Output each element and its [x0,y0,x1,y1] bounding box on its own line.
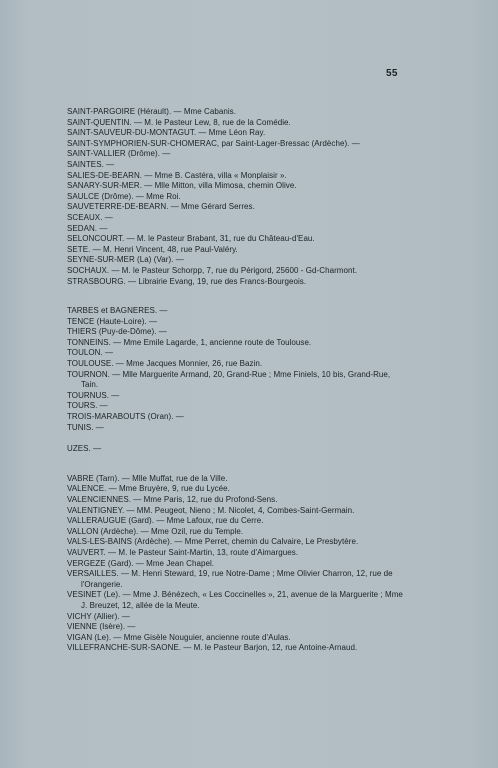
directory-entry: VABRE (Tarn). — Mlle Muffat, rue de la Ville. [67,473,228,483]
directory-entry: TOURNUS. — [67,390,120,400]
directory-entry: VERSAILLES. — M. Henri Steward, 19, rue Notre-Dame ; Mme Olivier Charron, 12, rue de l'Orangerie. [67,569,393,589]
section-spacer [67,433,405,444]
directory-entry: VAUVERT. — M. le Pasteur Saint-Martin, 13, route d'Aimargues. [67,547,299,557]
directory-entry: SAINT-QUENTIN. — M. le Pasteur Lew, 8, rue de la Comédie. [67,117,291,127]
directory-entry: TROIS-MARABOUTS (Oran). — [67,412,184,422]
directory-entry: VALLON (Ardèche). — Mme Ozil, rue du Temple. [67,526,244,536]
directory-entry: VALENCIENNES. — Mme Paris, 12, rue du Profond-Sens. [67,495,278,504]
directory-entry: SAUVETERRE-DE-BEARN. — Mme Gérard Serres. [67,202,255,212]
directory-entry: TARBES et BAGNERES. — [67,306,168,316]
section-s [67,107,405,287]
directory-entry: SEDAN. — [67,223,108,233]
directory-entry: SEYNE-SUR-MER (La) (Var). — [67,255,184,265]
directory-entry: TONNEINS. — Mme Emile Lagarde, 1, ancienne route de Toulouse. [67,337,312,347]
directory-entry: SELONCOURT. — M. le Pasteur Brabant, 31, rue du Château-d'Eau. [67,234,315,244]
directory-entry: SANARY-SUR-MER. — Mlle Mitton, villa Mimosa, chemin Olive. [67,181,297,191]
directory-entry: SAINT-SYMPHORIEN-SUR-CHOMERAC, par Saint-Lager-Bressac (Ardèche). — [67,138,360,148]
directory-entry: STRASBOURG. — Librairie Evang, 19, rue des Francs-Bourgeois. [67,276,307,286]
directory-entry: SAINT-SAUVEUR-DU-MONTAGUT. — Mme Léon Ray. [67,128,266,138]
directory-entry: SAINTES. — [67,159,115,169]
section-u [67,444,405,455]
directory-entry: VESINET (Le). — Mme J. Bénézech, « Les Coccinelles », 21, avenue de la Marguerite ; Mme J. Breuzet, 12, allée de la Meute. [67,590,403,610]
directory-entry: VIENNE (Isère). — [67,622,136,632]
section-t [67,306,405,433]
section-spacer [67,455,405,474]
directory-entry: SOCHAUX. — M. le Pasteur Schorpp, 7, rue du Périgord, 25600 - Gd-Charmont. [67,265,358,275]
directory-entry: SETE. — M. Henri Vincent, 48, rue Paul-Valéry. [67,244,238,254]
directory-entry: VALENCE. — Mme Bruyère, 9, rue du Lycée. [67,484,230,494]
page-number: 55 [386,68,398,79]
directory-entry: SAINT-VALLIER (Drôme). — [67,149,171,159]
directory-entry: UZES. — [67,444,102,454]
directory-entry: VIGAN (Le). — Mme Gisèle Nouguier, ancienne route d'Aulas. [67,632,291,642]
directory-entry: THIERS (Puy-de-Dôme). — [67,327,167,337]
directory-entry: SAULCE (Drôme). — Mme Roi. [67,191,181,201]
directory-entry: TOURS. — [67,401,108,411]
directory-entry: SAINT-PARGOIRE (Hérault). — Mme Cabanis. [67,107,236,116]
directory-entry: VERGEZE (Gard). — Mme Jean Chapel. [67,558,215,568]
directory-entry: VALS-LES-BAINS (Ardèche). — Mme Perret, chemin du Calvaire, Le Presbytère. [67,537,359,547]
directory-entry: SALIES-DE-BEARN. — Mme B. Castéra, villa « Monplaisir ». [67,170,287,180]
directory-entry: TENCE (Haute-Loire). — [67,316,158,326]
directory-entry: VICHY (Allier). — [67,611,130,621]
section-v [67,474,405,654]
directory-entry: TUNIS. — [67,422,104,432]
directory-entry: TOURNON. — Mlle Marguerite Armand, 20, Grand-Rue ; Mme Finiels, 10 bis, Grand-Rue, Tain. [67,369,391,390]
directory-entry: VALENTIGNEY. — MM. Peugeot, Nieno ; M. Nicolet, 4, Combes-Saint-Germain. [67,505,355,515]
directory-entry: VILLEFRANCHE-SUR-SAONE. — M. le Pasteur Barjon, 12, rue Antoine-Arnaud. [67,643,358,653]
directory-entry: SCEAUX. — [67,212,113,222]
section-spacer [67,287,405,306]
directory-listing [67,107,405,654]
directory-entry: TOULOUSE. — Mme Jacques Monnier, 26, rue Bazin. [67,359,263,369]
directory-entry: TOULON. — [67,348,114,358]
directory-entry: VALLERAUGUE (Gard). — Mme Lafoux, rue du Cerre. [67,516,264,526]
